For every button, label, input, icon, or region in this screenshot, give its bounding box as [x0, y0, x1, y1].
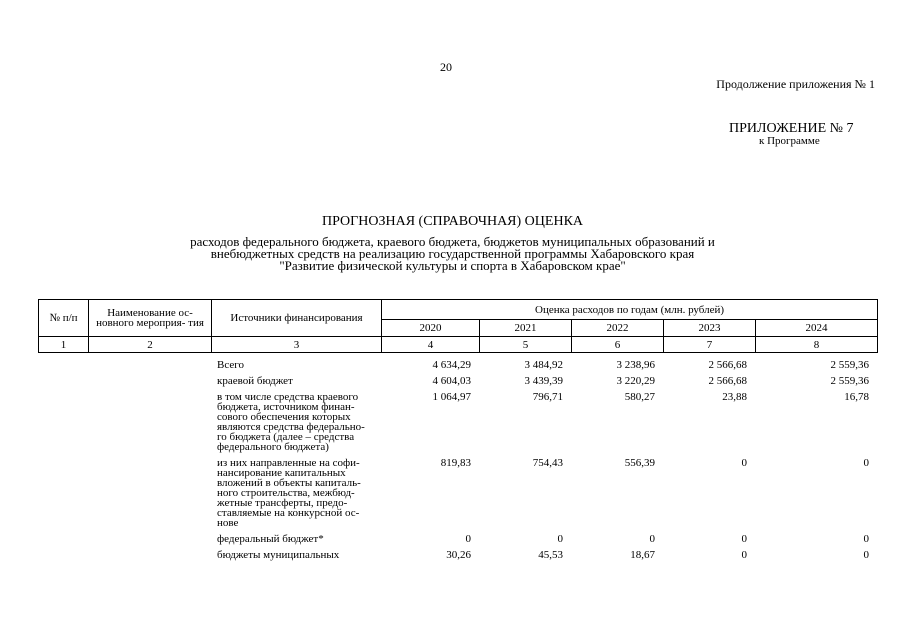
appendix-subtitle: к Программе	[759, 135, 820, 147]
value-cell: 556,39	[624, 457, 655, 469]
value-cell: 2 566,68	[708, 375, 747, 387]
header-year: 2024	[756, 320, 878, 337]
value-cell: 18,67	[630, 549, 655, 561]
table-row	[38, 392, 877, 458]
value-cell: 3 238,96	[616, 359, 655, 371]
subtitle-line: "Развитие физической культуры и спорта в Хабаровском крае"	[279, 258, 626, 273]
header-estimate: Оценка расходов по годам (млн. рублей)	[382, 300, 878, 320]
value-cell: 4 634,29	[432, 359, 471, 371]
value-cell: 0	[741, 457, 747, 469]
source-cell: бюджеты муниципальных	[217, 549, 340, 561]
table-row	[38, 360, 877, 376]
value-cell: 16,78	[844, 391, 869, 403]
column-number: 5	[480, 337, 572, 353]
header-year: 2022	[572, 320, 664, 337]
table-row	[38, 550, 877, 566]
value-cell: 580,27	[624, 391, 655, 403]
value-cell: 819,83	[440, 457, 471, 469]
page-number: 20	[440, 60, 452, 74]
source-cell: Всего	[217, 359, 244, 371]
value-cell: 2 566,68	[708, 359, 747, 371]
document-subtitle	[120, 236, 785, 272]
value-cell: 4 604,03	[432, 375, 471, 387]
value-cell: 3 484,92	[524, 359, 563, 371]
value-cell: 754,43	[532, 457, 563, 469]
value-cell: 0	[741, 533, 747, 545]
source-cell: федеральный бюджет*	[217, 533, 324, 545]
column-number: 8	[756, 337, 878, 353]
header-name: Наименование ос- новного мероприя- тия	[89, 300, 212, 337]
column-number: 2	[89, 337, 212, 353]
subtitle-line: расходов федерального бюджета, краевого бюджета, бюджетов муниципальных образований и	[190, 234, 715, 249]
subtitle-line: внебюджетных средств на реализацию государственной программы Хабаровского края	[210, 246, 695, 261]
header-source: Источники финансирования	[212, 300, 382, 337]
source-cell: в том числе средства краевого бюджета, источником финан- сового обеспечения которых являются средства федерально- го бюджета (далее – средства федерального бюджета)	[217, 391, 365, 453]
value-cell: 0	[863, 549, 869, 561]
column-number: 1	[39, 337, 89, 353]
column-number: 6	[572, 337, 664, 353]
document-title: ПРОГНОЗНАЯ (СПРАВОЧНАЯ) ОЦЕНКА	[321, 214, 584, 229]
value-cell: 23,88	[722, 391, 747, 403]
source-cell: краевой бюджет	[217, 375, 293, 387]
table-row	[38, 534, 877, 550]
value-cell: 45,53	[538, 549, 563, 561]
value-cell: 0	[863, 533, 869, 545]
value-cell: 2 559,36	[830, 359, 869, 371]
column-number: 7	[664, 337, 756, 353]
value-cell: 3 439,39	[524, 375, 563, 387]
continuation-note: Продолжение приложения № 1	[716, 77, 875, 91]
column-number: 4	[382, 337, 480, 353]
table-header	[38, 299, 878, 353]
source-cell: из них направленные на софи- нансирование капитальных вложений в объекты капиталь- ного строительства, межбюд- жетные трансферты, предо- ставляемые на конкурсной ос- нове	[217, 457, 361, 529]
value-cell: 1 064,97	[432, 391, 471, 403]
column-number: 3	[212, 337, 382, 353]
value-cell: 2 559,36	[830, 375, 869, 387]
table-row	[38, 458, 877, 534]
header-num: № п/п	[39, 300, 89, 337]
value-cell: 0	[465, 533, 471, 545]
value-cell: 3 220,29	[616, 375, 655, 387]
value-cell: 796,71	[532, 391, 563, 403]
table-row	[38, 376, 877, 392]
header-year: 2020	[382, 320, 480, 337]
value-cell: 0	[557, 533, 563, 545]
appendix-title: ПРИЛОЖЕНИЕ № 7	[729, 121, 854, 136]
value-cell: 0	[649, 533, 655, 545]
header-year: 2021	[480, 320, 572, 337]
value-cell: 0	[741, 549, 747, 561]
table-body	[38, 360, 877, 566]
value-cell: 0	[863, 457, 869, 469]
value-cell: 30,26	[446, 549, 471, 561]
header-year: 2023	[664, 320, 756, 337]
